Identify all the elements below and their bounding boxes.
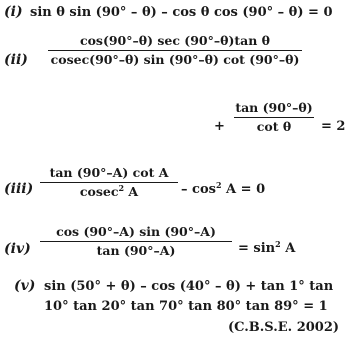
- problem-3-label: (iii): [4, 181, 34, 197]
- problem-2-label: (ii): [4, 52, 28, 68]
- problem-2-rhs: = 2: [321, 119, 346, 134]
- problem-1-equation: sin θ sin (90° – θ) – cos θ cos (90° – θ) = 0: [30, 5, 333, 20]
- problem-4-label: (iv): [4, 241, 31, 257]
- problem-3-rest: – $\cos^2 A = 0$: [181, 180, 266, 197]
- problem-3-numerator: tan (90°–A) cot A: [49, 165, 169, 180]
- problem-2-fraction-2-numerator: tan (90°–θ): [235, 100, 313, 115]
- problem-5-label: (v): [14, 278, 36, 294]
- problem-2-denominator: cosec(90°–θ) sin (90°–θ) cot (90°–θ): [50, 52, 300, 67]
- problem-2-numerator: cos(90°–θ) sec (90°–θ)tan θ: [79, 33, 271, 48]
- fraction-bar: [40, 182, 178, 183]
- problem-5-line-1: sin (50° + θ) – cos (40° – θ) + tan 1° tan: [44, 279, 334, 294]
- problem-3-denominator: cosec$^2$ A: [79, 183, 139, 199]
- fraction-bar: [234, 117, 314, 118]
- problem-2-fraction-2-denominator: cot θ: [256, 119, 292, 134]
- problem-2-fraction-2: [234, 100, 314, 135]
- problem-5-line-2: 10° tan 20° tan 70° tan 80° tan 89° = 1: [44, 299, 328, 314]
- problem-2-fraction: [48, 33, 302, 68]
- problem-1-label: (i): [4, 4, 23, 20]
- problem-4-denominator: tan (90°–A): [96, 243, 176, 258]
- fraction-bar: [40, 241, 232, 242]
- problem-5-source: (C.B.S.E. 2002): [228, 320, 340, 335]
- problem-4-rhs: = $\sin^2 A$: [238, 239, 296, 256]
- problem-3-fraction: [40, 165, 178, 200]
- fraction-bar: [48, 50, 302, 51]
- problem-2-plus: +: [214, 119, 225, 134]
- problem-4-numerator: cos (90°–A) sin (90°–A): [56, 224, 216, 239]
- problem-4-fraction: [40, 224, 232, 259]
